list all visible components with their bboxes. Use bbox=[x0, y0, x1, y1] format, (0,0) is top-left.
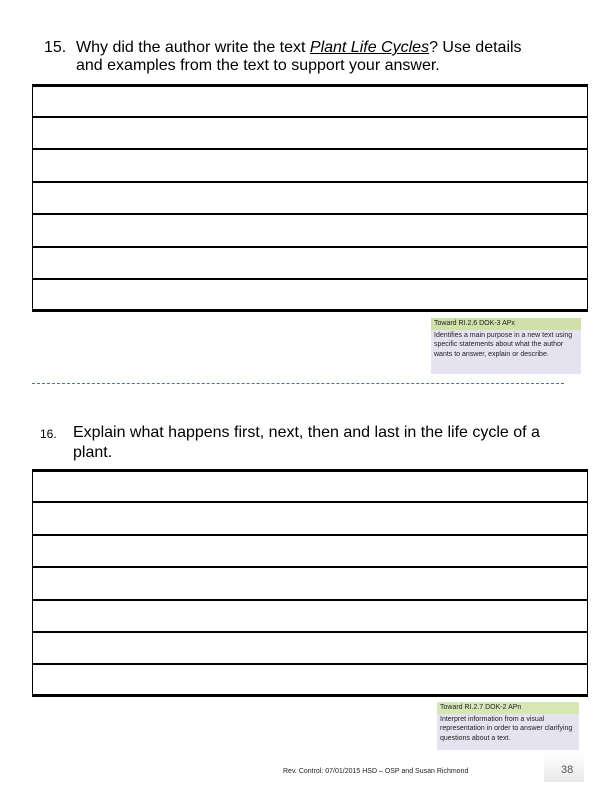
answer-box-16[interactable] bbox=[32, 469, 588, 697]
question-15-text-title: Plant Life Cycles bbox=[309, 39, 430, 56]
answer-line bbox=[33, 116, 587, 118]
answer-line bbox=[33, 534, 587, 536]
answer-line bbox=[33, 85, 587, 87]
answer-line bbox=[33, 663, 587, 665]
answer-line bbox=[33, 566, 587, 568]
question-16-text-line2: plant. bbox=[73, 444, 113, 461]
answer-line bbox=[33, 501, 587, 503]
question-15-text-end: ? Use details bbox=[429, 39, 522, 56]
page-number: 38 bbox=[561, 764, 574, 776]
answer-line bbox=[33, 181, 587, 183]
answer-line bbox=[33, 148, 587, 150]
standard-description: Interpret information from a visual representation in order to answer clarifying questions about a text. bbox=[440, 715, 573, 742]
answer-line bbox=[33, 599, 587, 601]
question-15 bbox=[44, 38, 584, 78]
revision-footer: Rev. Control: 07/01/2015 HSD – OSP and Susan Richmond bbox=[283, 768, 469, 775]
answer-line bbox=[33, 631, 587, 633]
question-15-text-line2: and examples from the text to support your answer. bbox=[76, 57, 440, 74]
answer-box-15[interactable] bbox=[32, 84, 588, 312]
question-15-text-start: Why did the author write the text bbox=[76, 39, 310, 56]
standard-header: Toward RI.2.7 DOK-2 APn bbox=[437, 702, 579, 714]
answer-line bbox=[33, 470, 587, 472]
answer-line bbox=[33, 694, 587, 696]
standard-box-15 bbox=[431, 318, 581, 374]
question-16-text-line1: Explain what happens first, next, then and last in the life cycle of a bbox=[73, 424, 540, 441]
answer-line bbox=[33, 213, 587, 215]
question-16 bbox=[40, 423, 588, 463]
question-15-number: 15. bbox=[44, 39, 67, 56]
question-16-number: 16. bbox=[40, 427, 57, 441]
answer-line bbox=[33, 278, 587, 280]
section-divider bbox=[32, 383, 564, 384]
answer-line bbox=[33, 309, 587, 311]
answer-line bbox=[33, 246, 587, 248]
standard-header: Toward RI.2.6 DOK-3 APx bbox=[431, 318, 581, 330]
standard-description: Identifies a main purpose in a new text using specific statements about what the author wants to answer, explain or describe. bbox=[434, 331, 573, 358]
standard-box-16 bbox=[437, 702, 579, 750]
